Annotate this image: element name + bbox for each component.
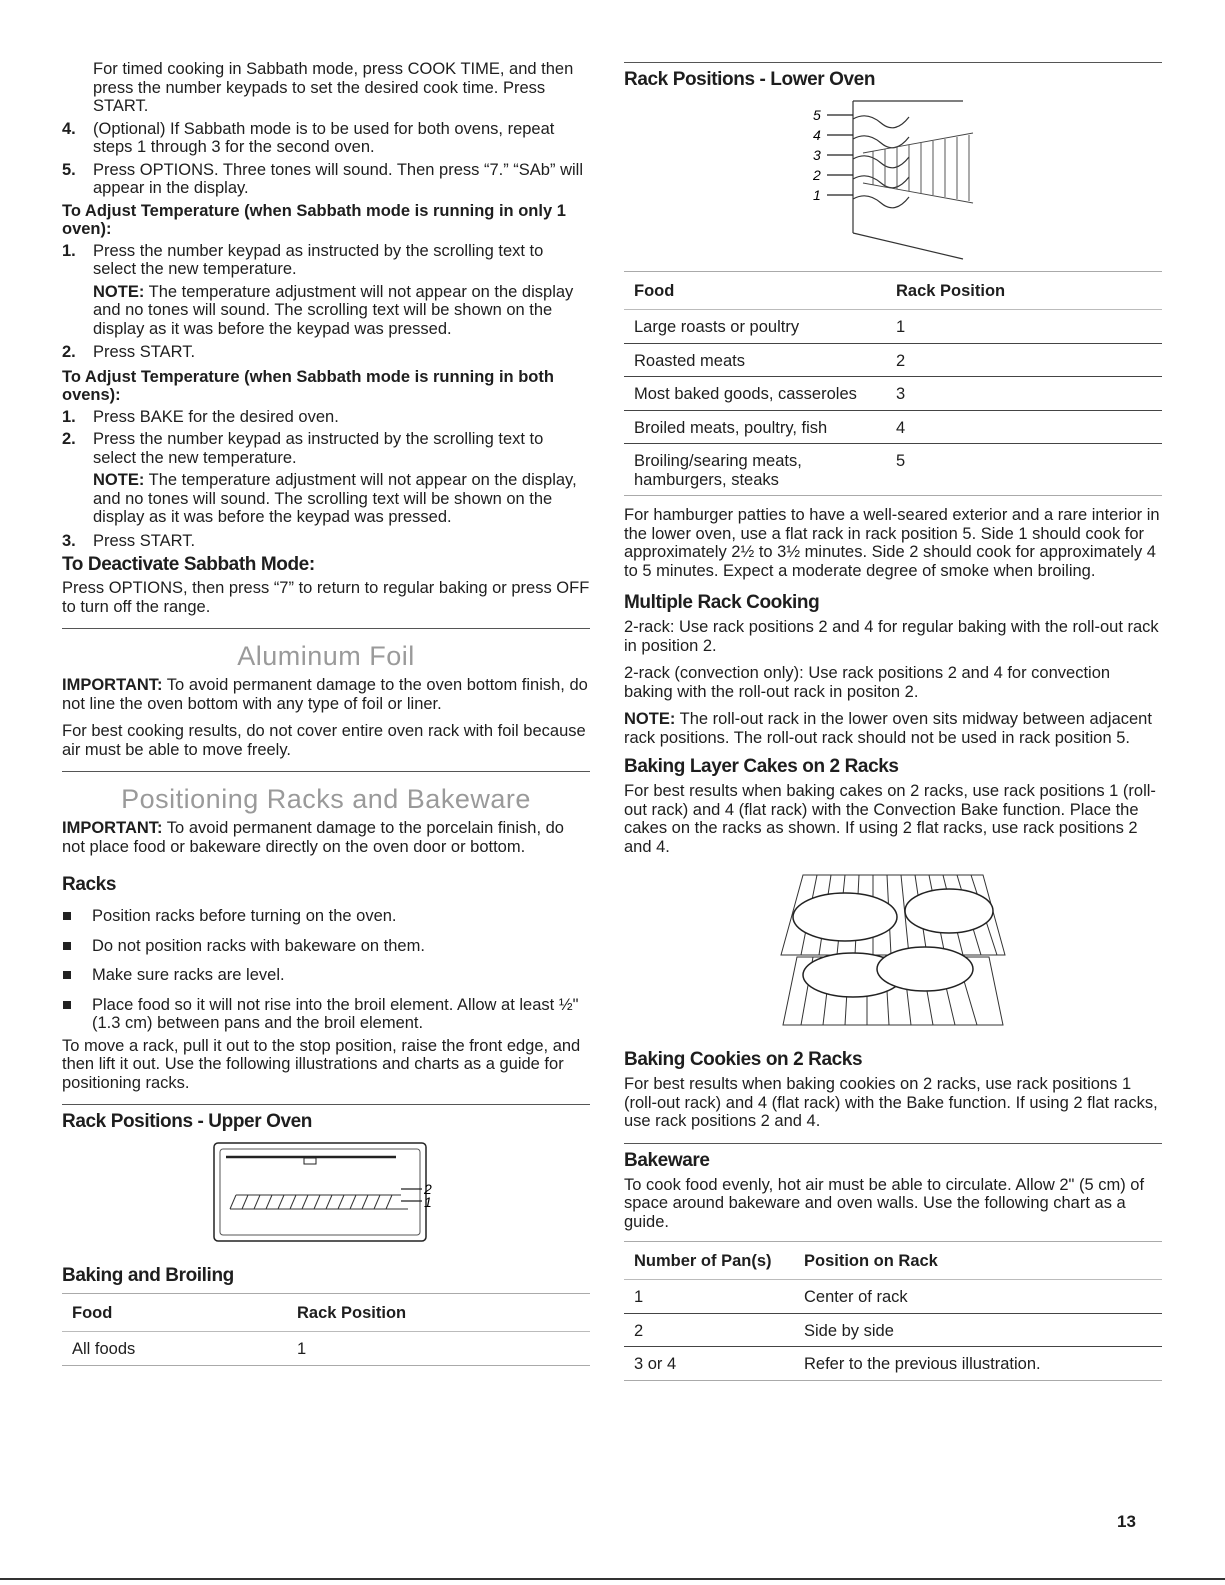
baking-broiling-heading: Baking and Broiling: [62, 1265, 234, 1286]
note-label: NOTE:: [93, 282, 145, 301]
cell-rack: 2: [886, 343, 1162, 377]
cookies-text: For best results when baking cookies on 2 racks, use rack positions 1 (roll-out rack) and 4 (flat rack) with the Bake function. If using 2 flat racks, use rack positions 2 and 4.: [624, 1075, 1158, 1130]
multi-rack-text-1: 2-rack: Use rack positions 2 and 4 for regular baking with the roll-out rack in position 2.: [624, 618, 1159, 655]
step-text: (Optional) If Sabbath mode is to be used for both ovens, repeat steps 1 through 3 for the second oven.: [93, 119, 555, 156]
table-row: [624, 1280, 1162, 1314]
adjust-temp-one-oven-heading: To Adjust Temperature (when Sabbath mode is running in only 1 oven):: [62, 201, 566, 238]
note-label: NOTE:: [624, 710, 676, 728]
step-text: Press START.: [93, 531, 196, 550]
adjust1-note: [62, 283, 590, 339]
adjust1-step-1: [62, 242, 590, 279]
light: [304, 1158, 316, 1164]
deactivate-heading: To Deactivate Sabbath Mode:: [62, 554, 315, 575]
rack-label-2: 2: [424, 1181, 432, 1197]
deactivate-text: Press OPTIONS, then press “7” to return to regular baking or press OFF to turn off the range.: [62, 579, 590, 616]
step-text: Press the number keypad as instructed by the scrolling text to select the new temperature.: [93, 241, 544, 278]
bullet-text: Make sure racks are level.: [92, 966, 285, 984]
bullet-text: Do not position racks with bakeware on them.: [92, 936, 425, 955]
racks-bullet: [62, 966, 590, 985]
cell-pans: 2: [624, 1313, 794, 1347]
header-rack-position: Rack Position: [886, 272, 1162, 310]
divider: [62, 1104, 590, 1105]
step-4: [62, 120, 590, 157]
note-text: The temperature adjustment will not appear on the display, and no tones will sound. The scrolling text will be shown on the display as it was before the keypad was pressed.: [93, 471, 577, 526]
cake-upper-left: [793, 893, 897, 941]
table-row: [624, 377, 1162, 411]
label-lines: [827, 115, 853, 195]
baking-broiling-table: [62, 1293, 590, 1366]
cookies-heading: Baking Cookies on 2 Racks: [624, 1049, 863, 1070]
cake-lower-right: [877, 947, 973, 991]
adjust2-step-2: [62, 430, 590, 467]
layer-cakes-heading: Baking Layer Cakes on 2 Racks: [624, 756, 899, 777]
bakeware-table: [624, 1241, 1162, 1381]
bottom-edge-line: [0, 1578, 1225, 1580]
table-row: [624, 1347, 1162, 1381]
header-rack-position: Rack Position: [287, 1294, 590, 1332]
racks-heading: Racks: [62, 874, 116, 895]
step-number: 2.: [62, 430, 76, 448]
cell-position: Center of rack: [794, 1280, 1162, 1314]
rack-wires: [230, 1195, 408, 1209]
bullet-square: [63, 942, 71, 950]
bullet-text: Position racks before turning on the oven.: [92, 907, 397, 925]
cell-food: Most baked goods, casseroles: [624, 377, 886, 411]
cell-food: All foods: [62, 1332, 287, 1366]
cell-rack: 5: [886, 444, 1162, 496]
foil-text: For best cooking results, do not cover entire oven rack with foil because air must be able to move freely.: [62, 722, 586, 759]
hamburger-text: For hamburger patties to have a well-seared exterior and a rare interior in the lower oven, use a flat rack in rack position 5. Side 1 should cook for approximately 2½ to 3½ minutes. Side 2 should cook for approximately 4 to 5 minutes. Expect a moderate degree of smoke when broiling.: [624, 506, 1160, 580]
cell-pans: 3 or 4: [624, 1347, 794, 1381]
lower-oven-heading: Rack Positions - Lower Oven: [624, 69, 876, 90]
divider: [62, 628, 590, 629]
cell-food: Broiling/searing meats, hamburgers, steaks: [624, 444, 886, 496]
cell-position: Side by side: [794, 1313, 1162, 1347]
header-food: Food: [62, 1294, 287, 1332]
racks-bullet: [62, 907, 590, 926]
table-row: [624, 444, 1162, 496]
bullet-square: [63, 971, 71, 979]
rack-grid: [863, 133, 973, 203]
cell-pans: 1: [624, 1280, 794, 1314]
divider: [624, 1143, 1162, 1144]
rack-label-4: 4: [813, 127, 821, 143]
rack-label-1: 1: [424, 1194, 432, 1210]
rack-label-5: 5: [813, 107, 821, 123]
table-header-row: [624, 272, 1162, 310]
table-row: [62, 1332, 590, 1366]
rack-guides: [853, 116, 909, 208]
foil-important: [62, 676, 590, 713]
bakeware-heading: Bakeware: [624, 1149, 710, 1171]
header-food: Food: [624, 272, 886, 310]
adjust-temp-both-ovens-heading: To Adjust Temperature (when Sabbath mode is running in both ovens):: [62, 367, 554, 404]
note-text: The temperature adjustment will not appear on the display and no tones will sound. The scrolling text will be shown on the display as it was before the keypad was pressed.: [93, 282, 574, 338]
header-number-of-pans: Number of Pan(s): [624, 1242, 794, 1280]
layer-cakes-text: For best results when baking cakes on 2 racks, use rack positions 1 (roll-out rack) and 4 (flat rack) with the Convection Bake function. Place the cakes on the racks as shown. If using 2 flat racks, use rack positions 2 and 4.: [624, 782, 1156, 856]
racks-bullet: [62, 937, 590, 956]
oven-inner: [220, 1149, 420, 1235]
adjust2-step-3: [62, 532, 590, 551]
table-row: [624, 343, 1162, 377]
step-text: Press OPTIONS. Three tones will sound. Then press “7.” “SAb” will appear in the display.: [93, 160, 583, 197]
table-row: [624, 1313, 1162, 1347]
step-number: 5.: [62, 160, 76, 179]
positioning-racks-title: Positioning Racks and Bakeware: [121, 784, 531, 814]
cell-food: Roasted meats: [624, 343, 886, 377]
rack-label-3: 3: [813, 147, 821, 163]
step-number: 2.: [62, 343, 76, 361]
step-number: 3.: [62, 531, 76, 550]
cake-upper-right: [905, 889, 993, 933]
divider: [624, 62, 1162, 63]
cell-rack: 1: [886, 310, 1162, 344]
step-number: 4.: [62, 119, 76, 138]
cell-position: Refer to the previous illustration.: [794, 1347, 1162, 1381]
table-header-row: [62, 1294, 590, 1332]
adjust1-step-2: [62, 343, 590, 362]
left-column: [62, 56, 590, 1366]
cell-food: Broiled meats, poultry, fish: [624, 410, 886, 444]
important-label: IMPORTANT:: [62, 819, 163, 837]
important-text: To avoid permanent damage to the oven bottom finish, do not line the oven bottom with any type of foil or liner.: [62, 676, 588, 713]
lower-oven-rack-illustration: [793, 93, 993, 261]
cell-rack: 3: [886, 377, 1162, 411]
upper-oven-rack-illustration: [196, 1137, 456, 1249]
important-text: To avoid permanent damage to the porcelain finish, do not place food or bakeware directly on the oven door or bottom.: [62, 819, 564, 856]
bakeware-text: To cook food evenly, hot air must be able to circulate. Allow 2" (5 cm) of space around bakeware and oven walls. Use the following chart as a guide.: [624, 1175, 1145, 1231]
bullet-text: Place food so it will not rise into the broil element. Allow at least ½" (1.3 cm) between pans and the broil element.: [92, 995, 579, 1032]
racks-bullet: [62, 996, 590, 1033]
adjust2-note: [62, 471, 590, 527]
racks-important: [62, 819, 590, 856]
step-number: 1.: [62, 241, 76, 260]
adjust2-step-1: [62, 408, 590, 427]
bullet-square: [63, 912, 71, 920]
layer-cakes-illustration: [773, 865, 1013, 1033]
important-label: IMPORTANT:: [62, 676, 163, 694]
table-row: [624, 410, 1162, 444]
table-header-row: [624, 1242, 1162, 1280]
header-position-on-rack: Position on Rack: [794, 1242, 1162, 1280]
step-text: Press START.: [93, 343, 196, 361]
multi-rack-text-2: 2-rack (convection only): Use rack positions 2 and 4 for convection baking with the roll-out rack in positon 2.: [624, 664, 1111, 701]
aluminum-foil-title: Aluminum Foil: [237, 641, 415, 671]
step-text: Press BAKE for the desired oven.: [93, 407, 339, 426]
move-rack-text: To move a rack, pull it out to the stop position, raise the front edge, and then lift it out. Use the following illustrations and charts as a guide for positioning racks.: [62, 1036, 581, 1092]
divider: [62, 771, 590, 772]
oven-floor: [853, 233, 963, 259]
step-text: Press the number keypad as instructed by the scrolling text to select the new temperature.: [93, 430, 544, 467]
step-5: [62, 161, 590, 198]
note-text: The roll-out rack in the lower oven sits midway between adjacent rack positions. The roll-out rack should not be used in rack position 5.: [624, 710, 1152, 747]
rack-label-2: 2: [813, 167, 821, 183]
lower-oven-table: [624, 271, 1162, 496]
multiple-rack-heading: Multiple Rack Cooking: [624, 592, 820, 613]
cell-rack: 4: [886, 410, 1162, 444]
rack-label-1: 1: [813, 187, 821, 203]
upper-oven-heading: Rack Positions - Upper Oven: [62, 1111, 312, 1132]
page-number: 13: [1117, 1512, 1136, 1531]
cell-rack: 1: [287, 1332, 590, 1366]
cell-food: Large roasts or poultry: [624, 310, 886, 344]
multi-rack-note: [624, 710, 1162, 747]
step-number: 1.: [62, 407, 76, 426]
table-row: [624, 310, 1162, 344]
intro-text: For timed cooking in Sabbath mode, press COOK TIME, and then press the number keypads to set the desired cook time. Press START.: [93, 60, 574, 115]
right-column: [624, 56, 1162, 1381]
note-label: NOTE:: [93, 471, 145, 489]
bullet-square: [63, 1001, 71, 1009]
